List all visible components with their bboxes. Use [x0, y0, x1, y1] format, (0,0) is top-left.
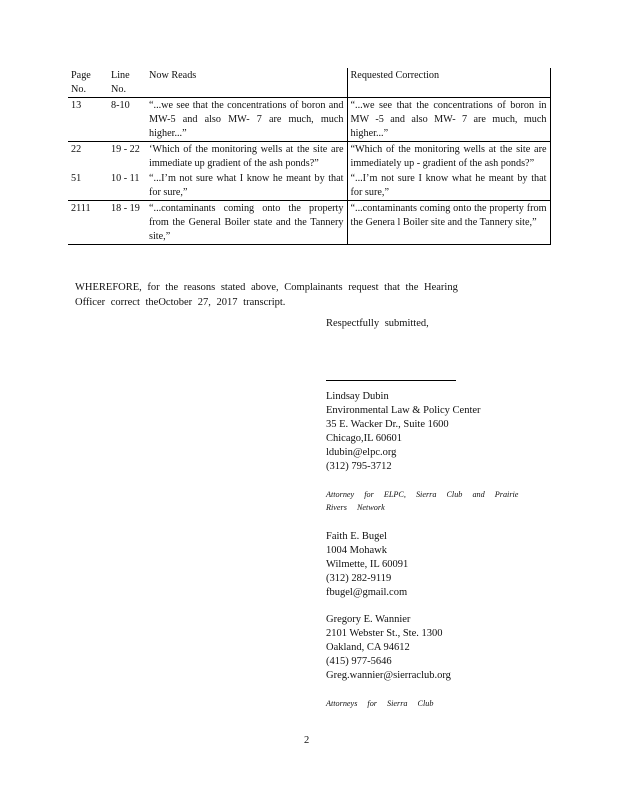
header-line: Line No. [108, 68, 146, 98]
table-row [68, 171, 550, 201]
page-number: 2 [304, 735, 310, 746]
table-row [68, 201, 550, 245]
counsel-phone: (312) 795-3712 [326, 461, 392, 472]
row-page: 13 [68, 98, 108, 142]
row-now-reads: ‘Which of the monitoring wells at the site are immediate up gradient of the ash ponds?” [149, 144, 344, 169]
transcript-corrections-table [68, 68, 551, 245]
row-correction: “...I’m not sure I know what he meant by that for sure,” [347, 171, 550, 201]
wherefore-paragraph: WHEREFORE, for the reasons stated above, Complainants request that the Hearing Officer correct theOctober 27, 2017 transcript. [75, 282, 458, 308]
row-now-reads: “...contaminants coming onto the property from the General Boiler state and the Tannery site,” [146, 201, 347, 245]
counsel-address: 2101 Webster St., Ste. 1300 [326, 628, 443, 639]
counsel-phone: (312) 282-9119 [326, 573, 392, 584]
counsel-name: Faith E. Bugel [326, 531, 387, 542]
header-requested-correction: Requested Correction [347, 68, 550, 98]
table-row [68, 142, 550, 172]
row-page: 22 [71, 144, 82, 155]
counsel-name: Gregory E. Wannier [326, 614, 411, 625]
row-correction: “Which of the monitoring wells at the site are immediately up - gradient of the ash ponds?” [347, 142, 550, 172]
counsel-email: fbugel@gmail.com [326, 587, 408, 598]
counsel-role: Attorneys for Sierra Club [326, 699, 434, 708]
counsel-name: Lindsay Dubin [326, 391, 389, 402]
counsel-email: ldubin@elpc.org [326, 447, 397, 458]
row-now-reads: “...we see that the concentrations of boron and MW-5 and also MW- 7 are much, much higher...” [146, 98, 347, 142]
counsel-address: 1004 Mohawk [326, 545, 387, 556]
signature-line [326, 380, 456, 381]
counsel-org: Environmental Law & Policy Center [326, 405, 481, 416]
header-now-reads: Now Reads [146, 68, 347, 98]
table-header-row [68, 68, 550, 98]
counsel-city: Chicago,IL 60601 [326, 433, 403, 444]
row-line: 18 - 19 [108, 201, 146, 245]
counsel-email: Greg.wannier@sierraclub.org [326, 670, 451, 681]
row-line: 8-10 [108, 98, 146, 142]
row-line: 10 - 11 [108, 171, 146, 201]
counsel-address: 35 E. Wacker Dr., Suite 1600 [326, 419, 449, 430]
counsel-block-elpc [326, 390, 536, 514]
header-page: Page No. [68, 68, 108, 98]
counsel-city: Wilmette, IL 60091 [326, 559, 409, 570]
respectfully-submitted: Respectfully submitted, [326, 318, 429, 329]
row-page: 51 [68, 171, 108, 201]
counsel-block-wannier [326, 613, 536, 710]
counsel-block-bugel [326, 530, 408, 600]
counsel-phone: (415) 977-5646 [326, 656, 392, 667]
row-line: 19 - 22 [111, 144, 140, 155]
row-correction: “...we see that the concentrations of boron in MW -5 and also MW- 7 are much, much higher...” [347, 98, 550, 142]
counsel-city: Oakland, CA 94612 [326, 642, 410, 653]
row-page: 2111 [68, 201, 108, 245]
table-row [68, 98, 550, 142]
row-correction: “...contaminants coming onto the property from the Genera l Boiler site and the Tannery site,” [347, 201, 550, 245]
counsel-role: Attorney for ELPC, Sierra Club and Prairie Rivers Network [326, 490, 519, 512]
row-now-reads: “...I’m not sure what I know he meant by that for sure,” [146, 171, 347, 201]
